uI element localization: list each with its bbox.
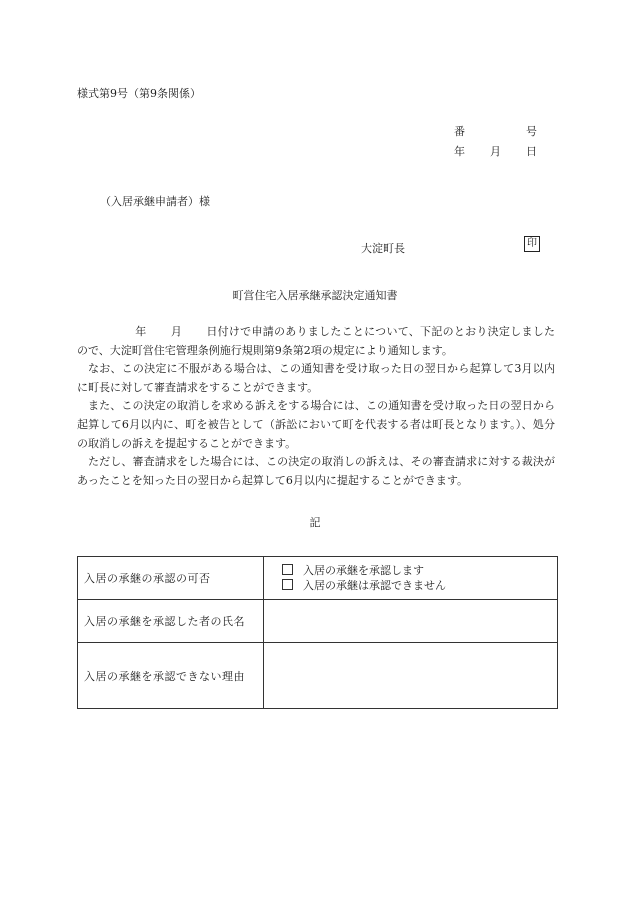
reason-field[interactable] [264, 643, 558, 709]
paragraph-4: ただし、審査請求をした場合には、この決定の取消しの訴えは、その審査請求に対する裁決があったことを知った日の翌日から起算して6月以内に提起することができます。 [77, 455, 555, 487]
decision-table [77, 556, 558, 709]
form-number: 様式第9号（第9条関係） [77, 87, 201, 100]
checkbox-icon[interactable] [282, 564, 293, 575]
paragraph-2: なお、この決定に不服がある場合は、この通知書を受け取った日の翌日から起算して3月以内に町長に対して審査請求をすることができます。 [77, 362, 555, 394]
p1-text: 日付けで申請のありましたことについて、下記のとおり決定しましたので、大淀町営住宅管理条例施行規則第9条第2項の規定により通知します。 [77, 325, 556, 357]
paragraph-1 [77, 323, 555, 360]
ki-heading: 記 [309, 516, 321, 529]
option-approve[interactable] [270, 563, 551, 578]
date-day: 日 [526, 145, 537, 158]
number-ban: 番 [454, 125, 465, 138]
row-label-approval: 入居の承継の承認の可否 [78, 557, 264, 600]
table-row [78, 643, 558, 709]
row-label-reason: 入居の承継を承認できない理由 [78, 643, 264, 709]
approval-options [264, 557, 558, 600]
number-line [454, 122, 537, 142]
sender: 大淀町長 [361, 242, 405, 255]
p1-year: 年 [135, 325, 147, 338]
option-approve-label: 入居の承継を承認します [303, 564, 424, 577]
body-text [77, 323, 555, 490]
row-label-name: 入居の承継を承認した者の氏名 [78, 600, 264, 643]
document-title: 町営住宅入居承継承認決定通知書 [232, 289, 398, 302]
date-year: 年 [454, 145, 465, 158]
number-go: 号 [526, 125, 537, 138]
table-row [78, 600, 558, 643]
p1-month: 月 [170, 325, 183, 338]
date-line [454, 142, 537, 162]
number-date-block [454, 122, 537, 162]
checkbox-icon[interactable] [282, 579, 293, 590]
paragraph-3: また、この決定の取消しを求める訴えをする場合には、この通知書を受け取った日の翌日から起算して6月以内に、町を被告として（訴訟において町を代表する者は町長となります。）、処分の取消しの訴えを提起することができます。 [77, 399, 555, 450]
addressee: （入居承継申請者）様 [100, 195, 210, 208]
name-field[interactable] [264, 600, 558, 643]
table-row [78, 557, 558, 600]
seal-icon: 印 [524, 236, 540, 252]
date-month: 月 [490, 145, 501, 158]
option-reject[interactable] [270, 578, 551, 593]
option-reject-label: 入居の承継は承認できません [303, 579, 446, 592]
